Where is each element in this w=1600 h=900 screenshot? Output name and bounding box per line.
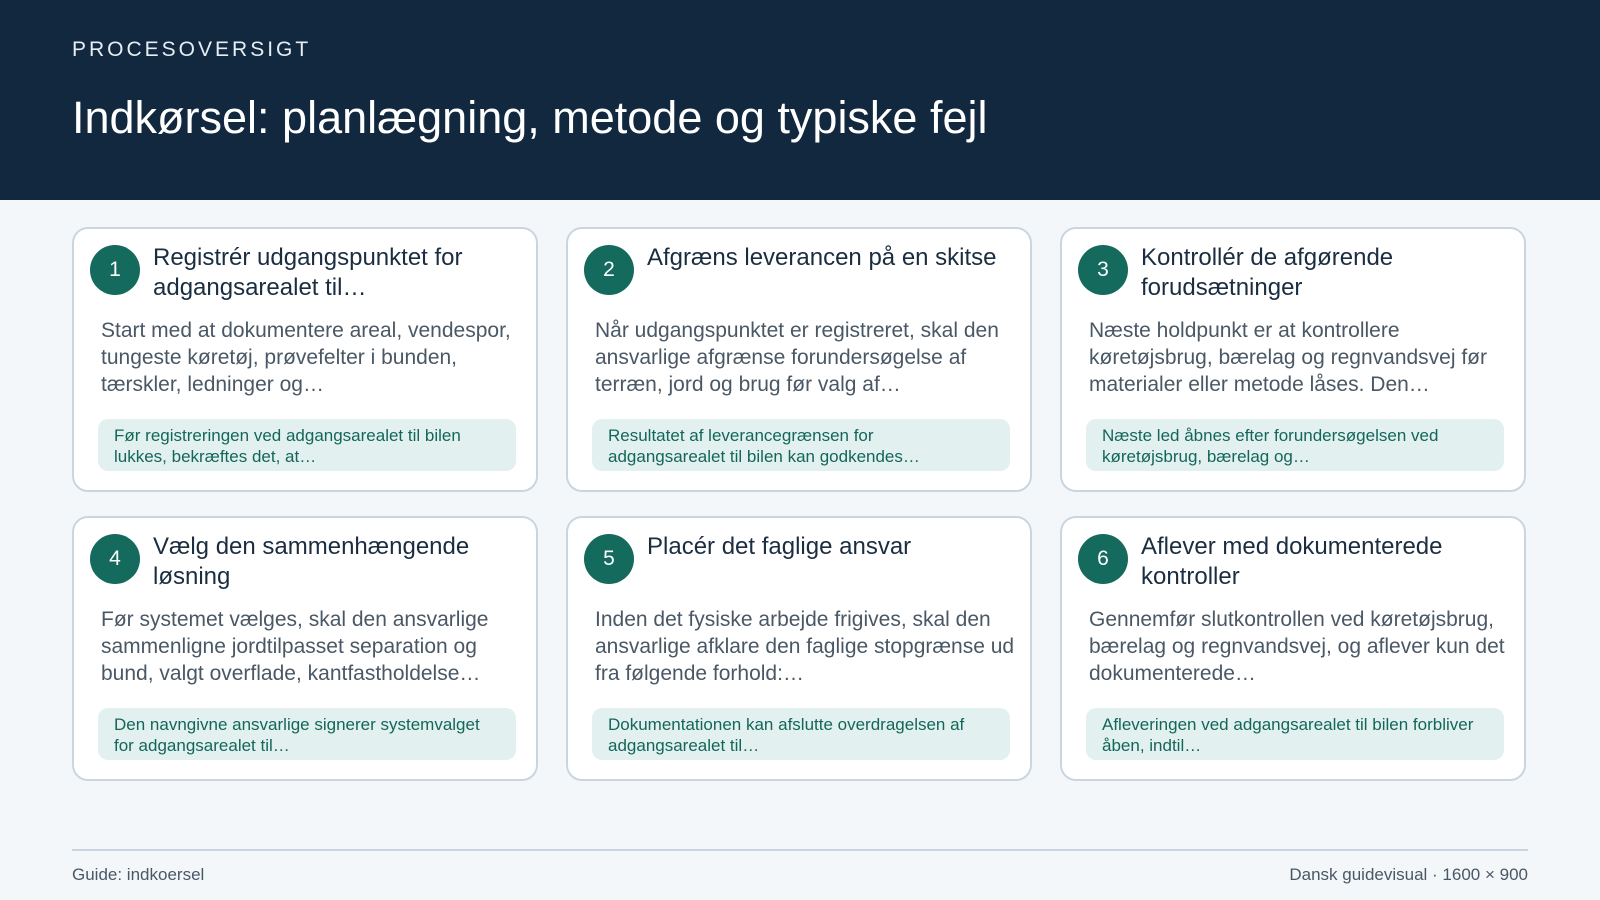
step-note: Resultatet af leverancegrænsen for adgangsarealet til bilen kan godkendes… <box>592 419 1010 471</box>
step-description: Næste holdpunkt er at kontrollere køretøjsbrug, bærelag og regnvandsvej før materialer eller metode låses. Den… <box>1089 319 1488 396</box>
footer-divider <box>72 849 1528 851</box>
step-title: Registrér udgangspunktet for adgangsarealet til… <box>153 244 463 301</box>
step-number-badge: 4 <box>90 534 140 584</box>
step-number-badge: 5 <box>584 534 634 584</box>
step-title: Aflever med dokumenterede kontroller <box>1141 533 1443 590</box>
step-note: Afleveringen ved adgangsarealet til bilen forbliver åben, indtil… <box>1086 708 1504 760</box>
step-note: Næste led åbnes efter forundersøgelsen ved køretøjsbrug, bærelag og… <box>1086 419 1504 471</box>
step-title: Kontrollér de afgørende forudsætninger <box>1141 244 1394 301</box>
step-description: Gennemfør slutkontrollen ved køretøjsbrug, bærelag og regnvandsvej, og aflever kun det dokumenterede… <box>1089 608 1505 685</box>
step-card-2 <box>566 227 1032 492</box>
step-number-badge: 1 <box>90 245 140 295</box>
step-number-badge: 6 <box>1078 534 1128 584</box>
step-description: Når udgangspunktet er registreret, skal den ansvarlige afgrænse forundersøgelse af terræn, jord og brug før valg af… <box>595 319 999 396</box>
step-title: Afgræns leverancen på en skitse <box>647 244 997 271</box>
step-card-5 <box>566 516 1032 781</box>
step-card-1 <box>72 227 538 492</box>
step-title: Vælg den sammenhængende løsning <box>153 533 470 590</box>
step-card-3 <box>1060 227 1526 492</box>
step-note: Den navngivne ansvarlige signerer systemvalget for adgangsarealet til… <box>98 708 516 760</box>
step-number-badge: 3 <box>1078 245 1128 295</box>
step-description: Start med at dokumentere areal, vendespor, tungeste køretøj, prøvefelter i bunden, tærskler, ledninger og… <box>101 319 511 396</box>
step-title: Placér det faglige ansvar <box>647 533 912 560</box>
footer-guide-label: Guide: indkoersel <box>72 865 205 884</box>
footer-format-label: Dansk guidevisual · 1600 × 900 <box>1289 865 1528 884</box>
step-note: Før registreringen ved adgangsarealet til bilen lukkes, bekræftes det, at… <box>98 419 516 471</box>
step-note: Dokumentationen kan afslutte overdragelsen af adgangsarealet til… <box>592 708 1010 760</box>
step-description: Inden det fysiske arbejde frigives, skal den ansvarlige afklare den faglige stopgrænse ud fra følgende forhold:… <box>595 608 1015 685</box>
page-title: Indkørsel: planlægning, metode og typiske fejl <box>72 92 988 143</box>
header-band <box>0 0 1600 200</box>
step-card-6 <box>1060 516 1526 781</box>
step-number-badge: 2 <box>584 245 634 295</box>
eyebrow-label: PROCESOVERSIGT <box>72 38 312 61</box>
step-description: Før systemet vælges, skal den ansvarlige sammenligne jordtilpasset separation og bund, valgt overflade, kantfastholdelse… <box>101 608 489 685</box>
step-card-4 <box>72 516 538 781</box>
